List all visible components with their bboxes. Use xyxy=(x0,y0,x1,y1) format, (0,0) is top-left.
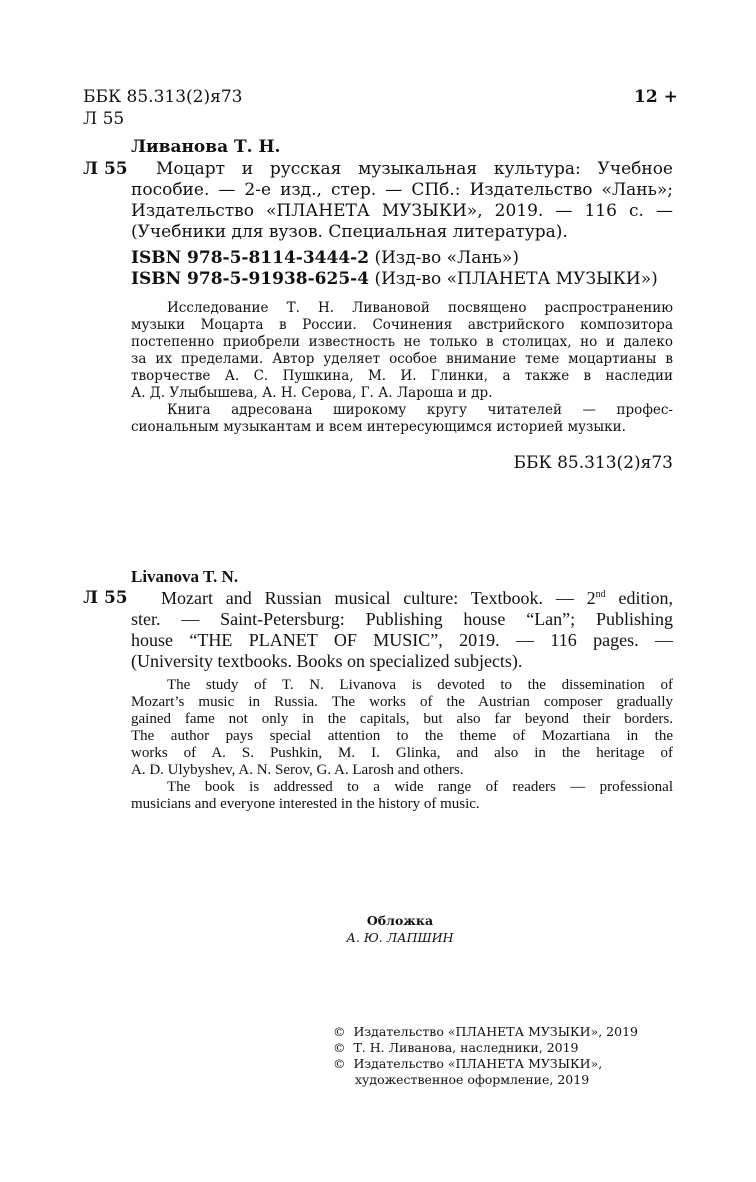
copyright-row xyxy=(333,1024,638,1040)
copyright-icon: © xyxy=(333,1040,346,1055)
ru-abstract-line: А. Д. Улыбышева, А. Н. Серова, Г. А. Лароша и др. xyxy=(131,385,493,401)
en-abstract-line: Mozart’s music in Russia. The works of the Austrian composer gradually xyxy=(131,694,673,710)
en-audience-line: musicians and everyone interested in the history of music. xyxy=(131,796,480,812)
en-bib-line: house “THE PLANET OF MUSIC”, 2019. — 116 pages. — xyxy=(131,630,673,650)
en-bib-line xyxy=(131,588,673,609)
en-abstract xyxy=(131,677,673,813)
copyright-text: Т. Н. Ливанова, наследники, 2019 xyxy=(353,1040,579,1055)
ordinal-suffix: nd xyxy=(595,589,606,600)
copyright-icon: © xyxy=(333,1024,346,1039)
ru-abstract-line: Исследование Т. Н. Ливановой посвящено распространению xyxy=(167,300,673,316)
ru-bib-line: Моцарт и русская музыкальная культура: Учебное xyxy=(156,159,673,179)
en-abstract-line: The study of T. N. Livanova is devoted to the dissemination of xyxy=(167,677,673,693)
ru-audience-line: сиональным музыкантам и всем интересующимся историей музыки. xyxy=(131,419,626,435)
ru-abstract-line: творчестве А. С. Пушкина, М. И. Глинки, а также в наследии xyxy=(131,368,673,384)
ru-audience-line: Книга адресована широкому кругу читателей — профес- xyxy=(167,402,673,418)
ru-abstract xyxy=(131,300,673,436)
isbn-number: ISBN 978-5-91938-625-4 xyxy=(131,269,370,289)
en-code: Л 55 xyxy=(83,588,128,608)
en-abstract-line: works of A. S. Pushkin, M. I. Glinka, and also in the heritage of xyxy=(131,745,673,761)
bbk-footer: ББК 85.313(2)я73 xyxy=(513,453,673,473)
ru-bib-line: Издательство «ПЛАНЕТА МУЗЫКИ», 2019. — 116 с. — xyxy=(131,201,673,221)
copyright-continuation: художественное оформление, 2019 xyxy=(355,1072,590,1087)
isbn-publisher: (Изд-во «ПЛАНЕТА МУЗЫКИ») xyxy=(374,269,658,289)
ru-bib-line: пособие. — 2-е изд., стер. — СПб.: Издательство «Лань»; xyxy=(131,180,673,200)
ru-abstract-line: постепенно приобрели известность не только в столицах, но и далеко xyxy=(131,334,673,350)
copyright-text: Издательство «ПЛАНЕТА МУЗЫКИ», 2019 xyxy=(353,1024,638,1039)
ru-bibliographic-description xyxy=(131,159,673,243)
isbn-row xyxy=(131,269,658,290)
en-audience-line: The book is addressed to a wide range of readers — professional xyxy=(167,779,673,795)
age-rating: 12 + xyxy=(634,87,678,107)
isbn-row xyxy=(131,248,658,269)
author-code-header: Л 55 xyxy=(83,109,125,129)
en-bib-text: Mozart and Russian musical culture: Textbook. — 2 xyxy=(161,588,596,608)
copyright-row xyxy=(333,1056,638,1072)
copyright-text: Издательство «ПЛАНЕТА МУЗЫКИ», xyxy=(353,1056,603,1071)
isbn-block xyxy=(131,248,658,290)
ru-code: Л 55 xyxy=(83,159,128,179)
isbn-number: ISBN 978-5-8114-3444-2 xyxy=(131,248,370,268)
copyright-icon: © xyxy=(333,1056,346,1071)
ru-bib-line: (Учебники для вузов. Специальная литература). xyxy=(131,222,568,242)
copyright-block xyxy=(333,1024,638,1088)
en-abstract-line: A. D. Ulybyshev, A. N. Serov, G. A. Larosh and others. xyxy=(131,762,464,778)
en-bib-text: edition, xyxy=(605,588,673,608)
cover-artist: А. Ю. ЛАПШИН xyxy=(346,930,454,945)
isbn-publisher: (Изд-во «Лань») xyxy=(374,248,519,268)
en-bib-line: (University textbooks. Books on specialized subjects). xyxy=(131,651,523,671)
ru-abstract-line: за их пределами. Автор уделяет особое внимание теме моцартианы в xyxy=(131,351,673,367)
en-bib-line: ster. — Saint-Petersburg: Publishing house “Lan”; Publishing xyxy=(131,609,673,629)
en-bibliographic-description xyxy=(131,588,673,672)
bbk-header: ББК 85.313(2)я73 xyxy=(83,87,243,107)
en-author: Livanova T. N. xyxy=(131,567,239,586)
cover-label: Обложка xyxy=(366,913,434,928)
copyright-row xyxy=(333,1040,638,1056)
en-abstract-line: gained fame not only in the capitals, but also far beyond their borders. xyxy=(131,711,673,727)
ru-abstract-line: музыки Моцарта в России. Сочинения австрийского композитора xyxy=(131,317,673,333)
ru-author: Ливанова Т. Н. xyxy=(131,137,281,157)
en-abstract-line: The author pays special attention to the theme of Mozartiana in the xyxy=(131,728,673,744)
